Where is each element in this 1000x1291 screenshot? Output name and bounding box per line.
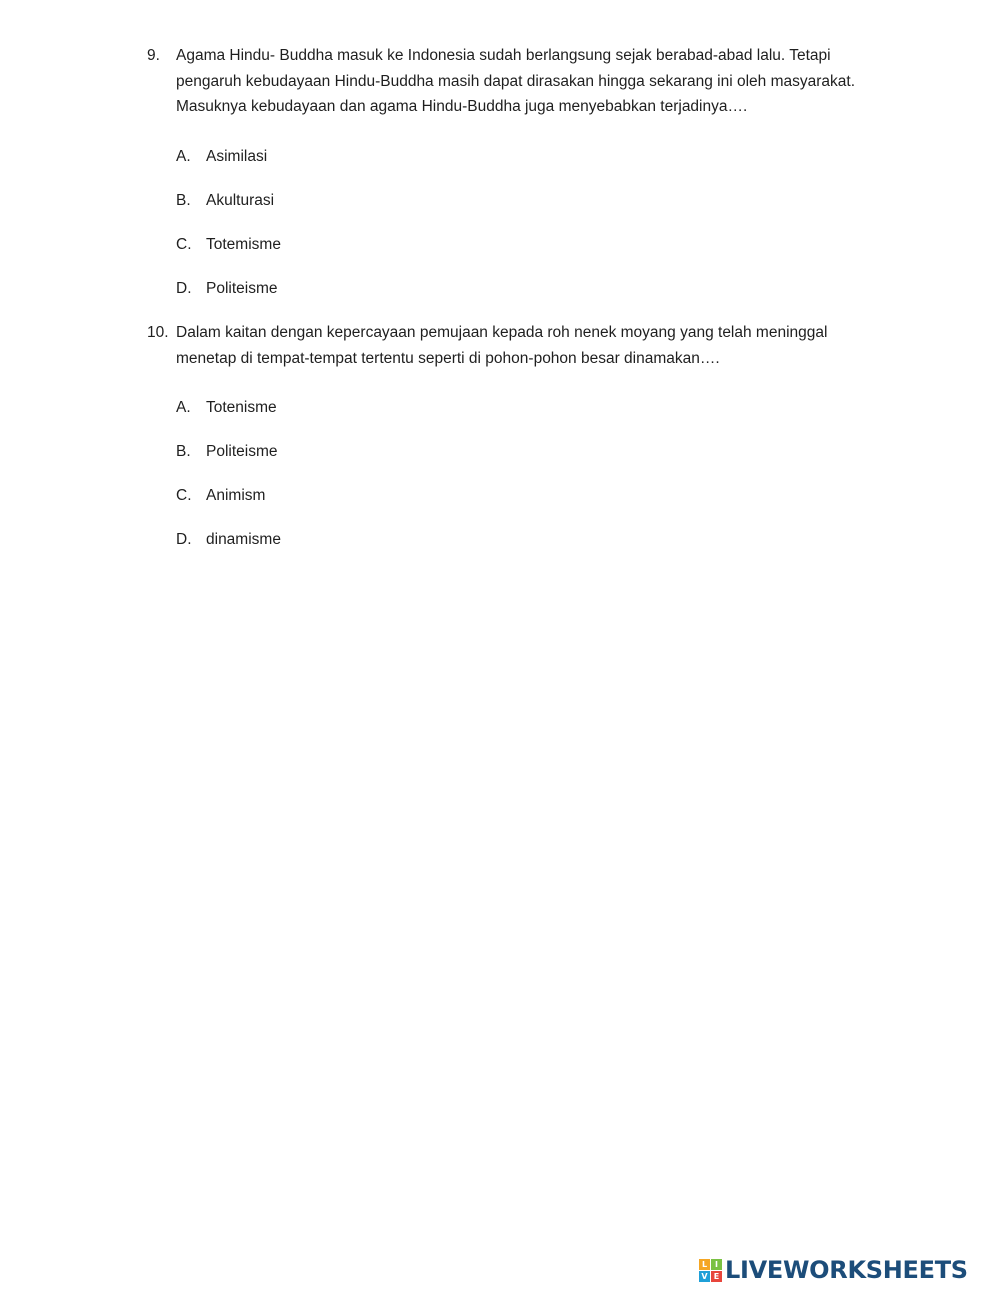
- question-10: [147, 320, 887, 371]
- question-10-option-c[interactable]: [176, 485, 265, 507]
- option-letter: C.: [176, 487, 192, 504]
- liveworksheets-brand: [699, 1255, 968, 1285]
- logo-letter-l: L: [699, 1259, 710, 1270]
- option-text: Akulturasi: [206, 192, 275, 209]
- question-9: [147, 43, 887, 120]
- option-text: Asimilasi: [206, 148, 268, 165]
- question-9-option-b[interactable]: [176, 190, 274, 212]
- brand-name: LIVEWORKSHEETS: [725, 1256, 968, 1284]
- question-9-option-c[interactable]: [176, 234, 281, 256]
- question-9-option-d[interactable]: [176, 278, 278, 300]
- option-text: Politeisme: [206, 280, 278, 297]
- question-text: Dalam kaitan dengan kepercayaan pemujaan kepada roh nenek moyang yang telah meninggal menetap di tempat-tempat tertentu seperti di pohon-pohon besar dinamakan….: [176, 324, 828, 367]
- logo-letter-e: E: [711, 1271, 722, 1282]
- question-text: Agama Hindu- Buddha masuk ke Indonesia sudah berlangsung sejak berabad-abad lalu. Tetapi pengaruh kebudayaan Hindu-Buddha masih dapat dirasakan hingga sekarang ini oleh masyarakat. Masuknya kebudayaan dan agama Hindu-Buddha juga menyebabkan terjadinya….: [176, 47, 856, 115]
- option-text: Animism: [206, 487, 266, 504]
- liveworksheets-logo-icon: [699, 1259, 722, 1282]
- option-letter: A.: [176, 399, 191, 416]
- question-10-option-d[interactable]: [176, 529, 281, 551]
- option-text: dinamisme: [206, 531, 281, 548]
- option-letter: B.: [176, 443, 191, 460]
- option-letter: A.: [176, 148, 191, 165]
- logo-letter-i: I: [711, 1259, 722, 1270]
- option-letter: D.: [176, 531, 192, 548]
- question-number: 9.: [147, 47, 160, 64]
- option-text: Politeisme: [206, 443, 278, 460]
- option-text: Totemisme: [206, 236, 281, 253]
- question-9-option-a[interactable]: [176, 146, 267, 168]
- question-number: 10.: [147, 324, 169, 341]
- logo-letter-v: V: [699, 1271, 710, 1282]
- option-text: Totenisme: [206, 399, 277, 416]
- option-letter: B.: [176, 192, 191, 209]
- option-letter: D.: [176, 280, 192, 297]
- option-letter: C.: [176, 236, 192, 253]
- question-10-option-b[interactable]: [176, 441, 278, 463]
- question-10-option-a[interactable]: [176, 397, 277, 419]
